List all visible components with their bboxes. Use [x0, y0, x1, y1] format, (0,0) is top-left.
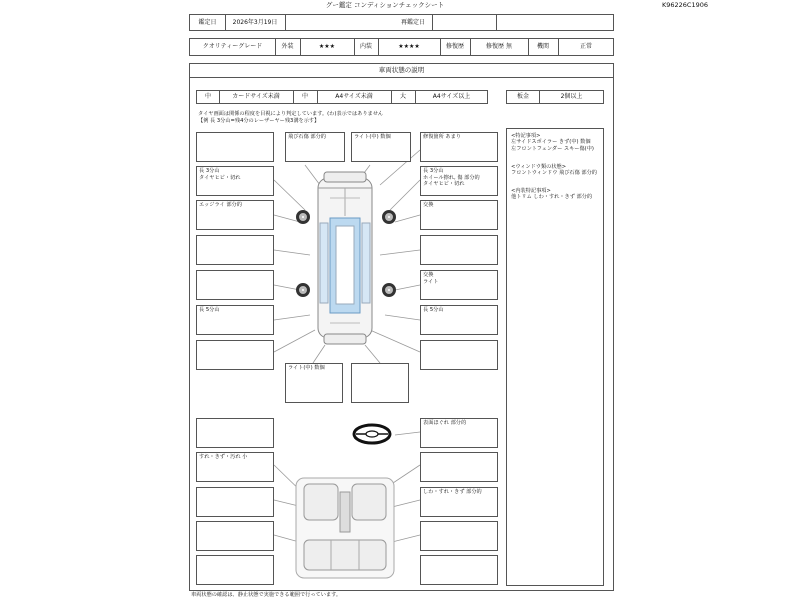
steering-wheel-icon [350, 421, 394, 447]
callout-left-12 [196, 555, 274, 585]
callout-right-10: しわ・すれ・きず 部分的 [420, 487, 498, 517]
wheel-icon [296, 283, 310, 297]
legend-desc-2: A4サイズ未満 [335, 93, 373, 101]
note-header-3: <内装特記事項> [511, 188, 551, 194]
repair-value: 修復歴 無 [486, 43, 512, 51]
callout-upper-2: ライト(中) 数個 [351, 132, 411, 162]
callout-right-5: 交換 ライト [420, 270, 498, 300]
note-header-1: <特記事項> [511, 133, 541, 139]
wheel-icon [296, 210, 310, 224]
callout-right-6: 長 5分山 [420, 305, 498, 335]
legend-desc-1: カードサイズ未満 [232, 93, 280, 101]
callout-left-1 [196, 132, 274, 162]
plate-box [506, 90, 604, 104]
callout-left-2: 長 3分山 タイヤヒビ・切れ [196, 166, 274, 196]
sheet-title: グー鑑定 コンディションチェックシート [325, 0, 445, 9]
callout-left-11 [196, 521, 274, 551]
interior-stars: ★★★★ [398, 43, 420, 51]
plate-label: 板金 [516, 93, 529, 101]
callout-right-2: 長 3分山 ホイール擦れ, 傷 部分的 タイヤヒビ・切れ [420, 166, 498, 196]
tire-example-note: 【例 長 3分山=残4分のレーザーヤー残3溝を示す】 [198, 118, 320, 124]
note-body-2: フロントウィンドウ 飛び石傷 部分的 [511, 170, 597, 176]
callout-right-9 [420, 452, 498, 482]
callout-right-4 [420, 235, 498, 265]
function-value: 正常 [579, 43, 592, 51]
legend-desc-3: A4サイズ以上 [432, 93, 471, 101]
callout-left-4 [196, 235, 274, 265]
function-label: 機関 [536, 43, 549, 51]
callout-left-9: すれ・きず・汚れ 小 [196, 452, 274, 482]
callout-right-1: 修復箇所 あまり [420, 132, 498, 162]
grade-row [189, 38, 614, 56]
exterior-label: 外装 [281, 43, 294, 51]
reappraisal-date-label: 再鑑定日 [400, 18, 425, 26]
callout-lower-1: ライト(中) 数個 [285, 363, 343, 403]
repair-label: 修復歴 [445, 43, 464, 51]
wheel-icon [382, 210, 396, 224]
callout-left-6: 長 5分山 [196, 305, 274, 335]
size-legend [196, 90, 488, 104]
plate-value: 2個以上 [560, 93, 583, 101]
appraisal-date-value: 2026年3月19日 [232, 18, 278, 26]
sheet-id: K96226C1906 [661, 0, 709, 9]
seat-layout-icon [290, 474, 400, 584]
callout-upper-1: 飛び石傷 部分的 [285, 132, 345, 162]
legend-size-1: 中 [204, 93, 211, 101]
wheel-icon [382, 283, 396, 297]
note-header-2: <ウィンドウ類の状態> [511, 164, 567, 170]
legend-size-3: 大 [399, 93, 406, 101]
tire-note: タイヤ画面は関係の程度を目視により判定しています。(わ)表示ではありません [198, 111, 384, 117]
exterior-stars: ★★★ [318, 43, 336, 51]
quality-grade-label: クオリティーグレード [202, 43, 263, 51]
dates-row [189, 14, 614, 31]
callout-right-12 [420, 555, 498, 585]
callout-right-8: 表面ほぐれ 部分的 [420, 418, 498, 448]
special-notes-panel [506, 128, 604, 586]
callout-right-3: 交換 [420, 200, 498, 230]
callout-left-10 [196, 487, 274, 517]
callout-left-5 [196, 270, 274, 300]
condition-section-title: 車両状態の説明 [190, 64, 613, 78]
callout-right-7 [420, 340, 498, 370]
callout-left-3: エッジライ 部分的 [196, 200, 274, 230]
legend-size-2: 中 [301, 93, 308, 101]
interior-label: 内装 [359, 43, 372, 51]
footer-note: 車両状態の確認は、静止状態で実施できる範囲で行っています。 [191, 592, 342, 598]
appraisal-date-label: 鑑定日 [198, 18, 217, 26]
reappraisal-date-value [433, 15, 495, 30]
callout-lower-2 [351, 363, 409, 403]
callout-right-11 [420, 521, 498, 551]
car-top-view-icon [290, 168, 400, 348]
note-body-1: 左サイドスポイラー きず(中) 数個 左フロントフェンダー スキー傷(中) [511, 139, 594, 152]
note-body-3: 他トリム しわ・すれ・きず 部分的 [511, 194, 593, 200]
callout-left-8 [196, 418, 274, 448]
callout-left-7 [196, 340, 274, 370]
